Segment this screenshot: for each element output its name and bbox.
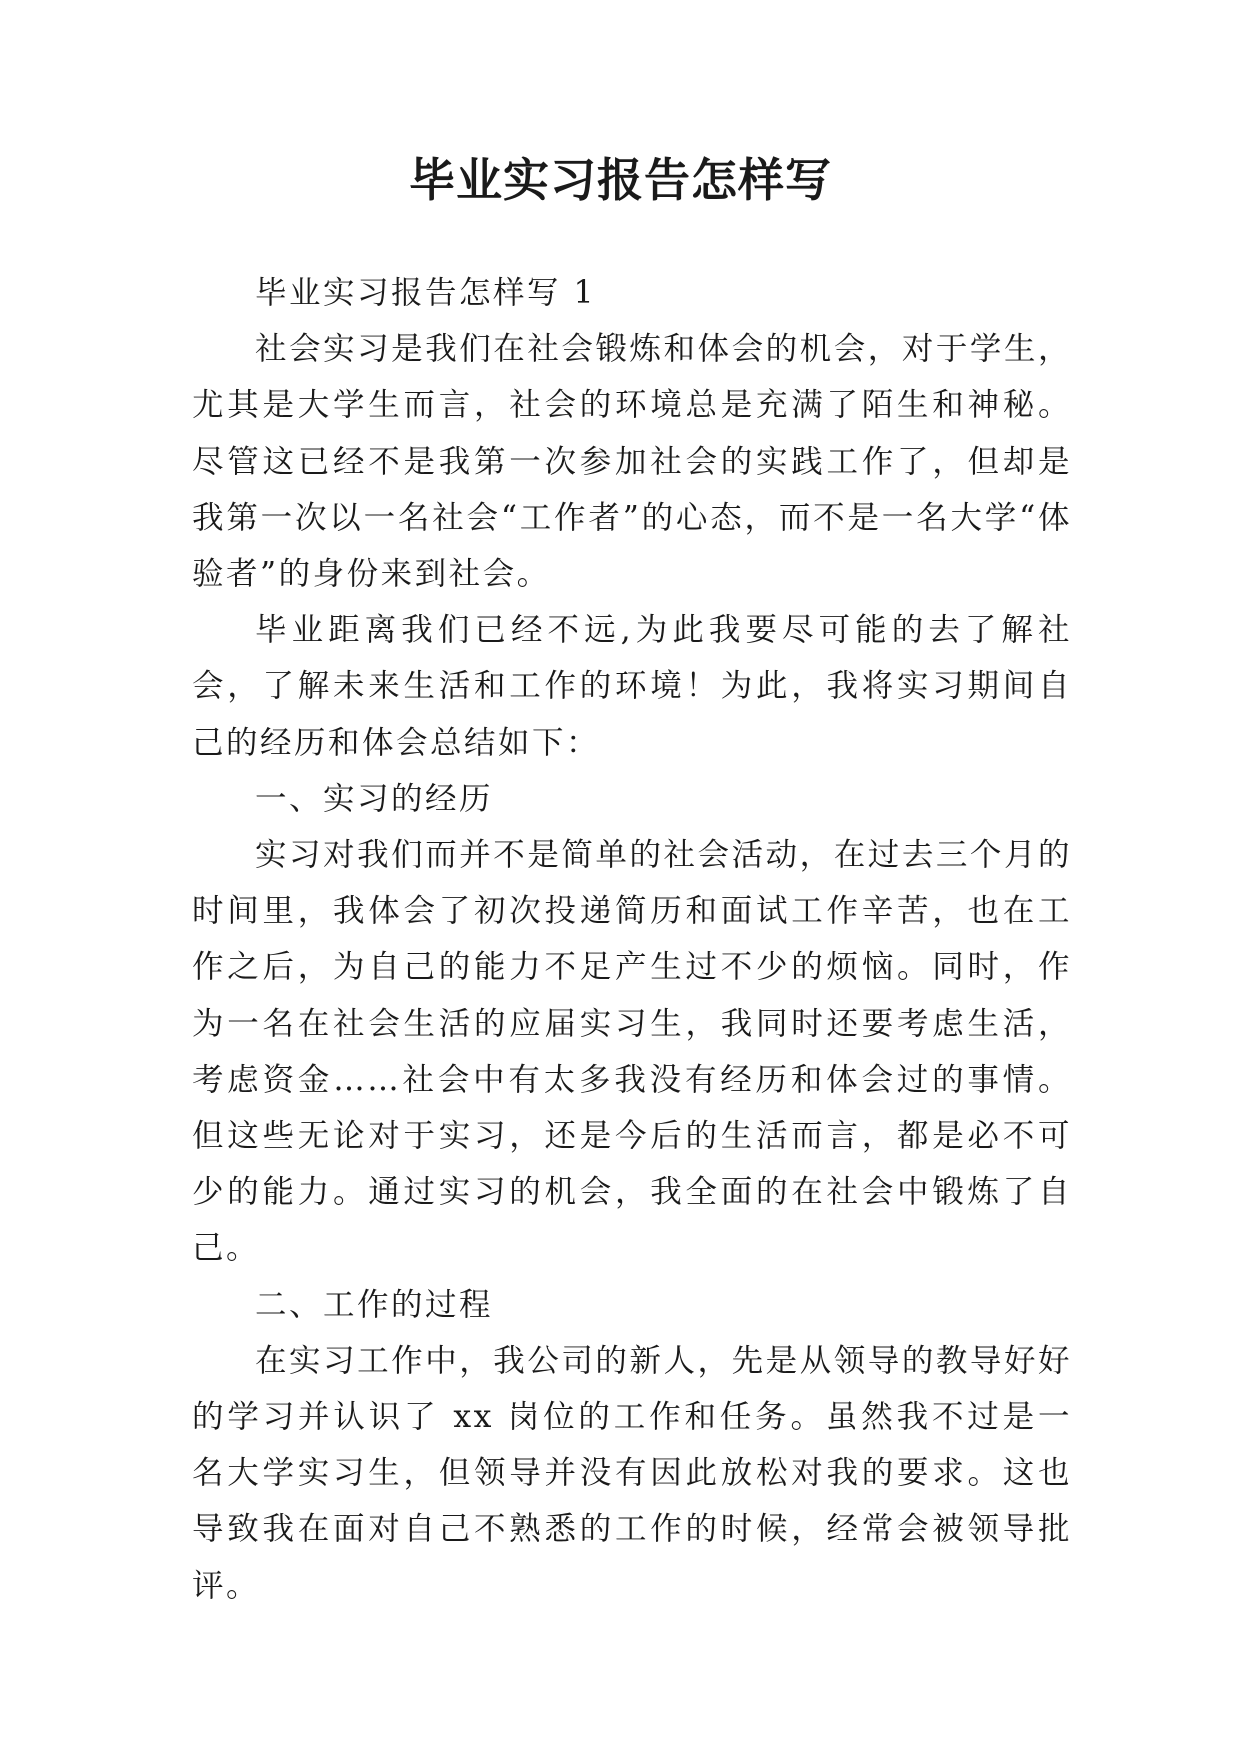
section-heading: 一、实习的经历 bbox=[255, 780, 494, 817]
paragraph: 实习对我们而并不是简单的社会活动，在过去三个月的时间里，我体会了初次投递简历和面试工作辛苦，也在工作之后，为自己的能力不足产生过不少的烦恼。同时，作为一名在社会生活的应届实习生，我同时还要考虑生活，考虑资金……社会中有太多我没有经历和体会过的事情。但这些无论对于实习，还是今后的生活而言，都是必不可少的能力。通过实习的机会，我全面的在社会中锻炼了自己。 bbox=[192, 837, 1072, 1267]
paragraph: 在实习工作中，我公司的新人，先是从领导的教导好好的学习并认识了 xx 岗位的工作和任务。虽然我不过是一名大学实习生，但领导并没有因此放松对我的要求。这也导致我在面对自己不熟悉的工作的时候，经常会被领导批评。 bbox=[192, 1342, 1072, 1604]
paragraph: 社会实习是我们在社会锻炼和体会的机会，对于学生，尤其是大学生而言，社会的环境总是充满了陌生和神秘。尽管这已经不是我第一次参加社会的实践工作了，但却是我第一次以一名社会“工作者”的心态，而不是一名大学“体验者”的身份来到社会。 bbox=[192, 331, 1072, 593]
paragraph: 毕业距离我们已经不远,为此我要尽可能的去了解社会，了解未来生活和工作的环境！为此，我将实习期间自己的经历和体会总结如下： bbox=[192, 612, 1072, 761]
section-heading: 毕业实习报告怎样写 1 bbox=[255, 275, 597, 311]
section-heading: 二、工作的过程 bbox=[255, 1286, 494, 1323]
document-title: 毕业实习报告怎样写 bbox=[409, 153, 832, 207]
document-body bbox=[192, 265, 1072, 1614]
